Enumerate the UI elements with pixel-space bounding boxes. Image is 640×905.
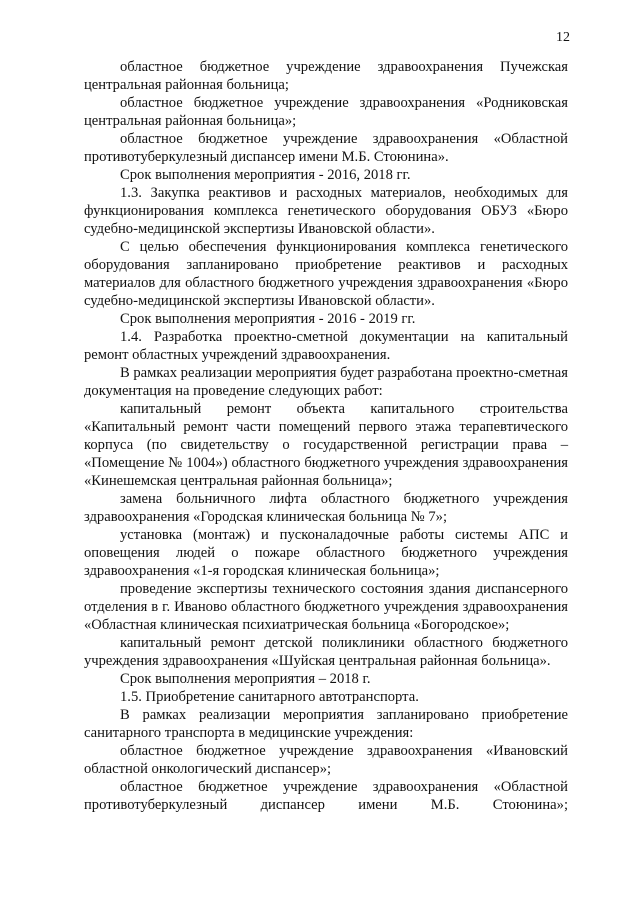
paragraph-deadline-2016-2019: Срок выполнения мероприятия - 2016 - 2019 гг.	[120, 311, 416, 327]
page-number: 12	[556, 30, 570, 45]
paragraph-tb-dispensary-2: областное бюджетное учреждение здравоохранения «Областной противотуберкулезный диспансер имени М.Б. Стоюнина»;	[84, 779, 568, 813]
paragraph-deadline-2018: Срок выполнения мероприятия – 2018 г.	[120, 671, 371, 687]
paragraph-elevator-replacement: замена больничного лифта областного бюджетного учреждения здравоохранения «Городская клиническая больница № 7»;	[84, 491, 568, 525]
document-body	[84, 58, 568, 814]
paragraph-building-inspection: проведение экспертизы технического состояния здания диспансерного отделения в г. Иваново областного бюджетного учреждения здравоохранения «Областная клиническая психиатрическая больница «Богородское»;	[84, 581, 568, 633]
paragraph-kineshma-repair: капитальный ремонт объекта капитального строительства «Капитальный ремонт части помещений первого этажа терапевтического корпуса (по свидетельству о государственной регистрации права – «Помещение № 1004») областного бюджетного учреждения здравоохранения «Кинешемская центральная районная больница»;	[84, 401, 568, 489]
paragraph-tb-dispensary: областное бюджетное учреждение здравоохранения «Областной противотуберкулезный диспансер имени М.Б. Стоюнина».	[84, 131, 568, 165]
paragraph-section-1-4: 1.4. Разработка проектно-сметной документации на капитальный ремонт областных учреждений здравоохранения.	[84, 329, 568, 363]
paragraph-section-1-5: 1.5. Приобретение санитарного автотранспорта.	[120, 689, 419, 705]
paragraph-section-1-3: 1.3. Закупка реактивов и расходных материалов, необходимых для функционирования комплекса генетического оборудования ОБУЗ «Бюро судебно-медицинской экспертизы Ивановской области».	[84, 185, 568, 237]
paragraph-deadline-2016-2018: Срок выполнения мероприятия - 2016, 2018 гг.	[120, 167, 411, 183]
paragraph-oncology-dispensary: областное бюджетное учреждение здравоохранения «Ивановский областной онкологический диспансер»;	[84, 743, 568, 777]
paragraph-design-documentation: В рамках реализации мероприятия будет разработана проектно-сметная документация на проведение следующих работ:	[84, 365, 568, 399]
paragraph-genetic-equipment: С целью обеспечения функционирования комплекса генетического оборудования запланировано приобретение реактивов и расходных материалов для областного бюджетного учреждения здравоохранения «Бюро судебно-медицинской экспертизы Ивановской области».	[84, 239, 568, 309]
paragraph-ambulance-purchase: В рамках реализации мероприятия запланировано приобретение санитарного транспорта в медицинские учреждения:	[84, 707, 568, 741]
paragraph-fire-alarm: установка (монтаж) и пусконаладочные работы системы АПС и оповещения людей о пожаре областного бюджетного учреждения здравоохранения «1-я городская клиническая больница»;	[84, 527, 568, 579]
paragraph-shuya-clinic: капитальный ремонт детской поликлиники областного бюджетного учреждения здравоохранения «Шуйская центральная районная больница».	[84, 635, 568, 669]
paragraph-pucheg-hospital: областное бюджетное учреждение здравоохранения Пучежская центральная районная больница;	[84, 59, 568, 93]
paragraph-rodniki-hospital: областное бюджетное учреждение здравоохранения «Родниковская центральная районная больница»;	[84, 95, 568, 129]
